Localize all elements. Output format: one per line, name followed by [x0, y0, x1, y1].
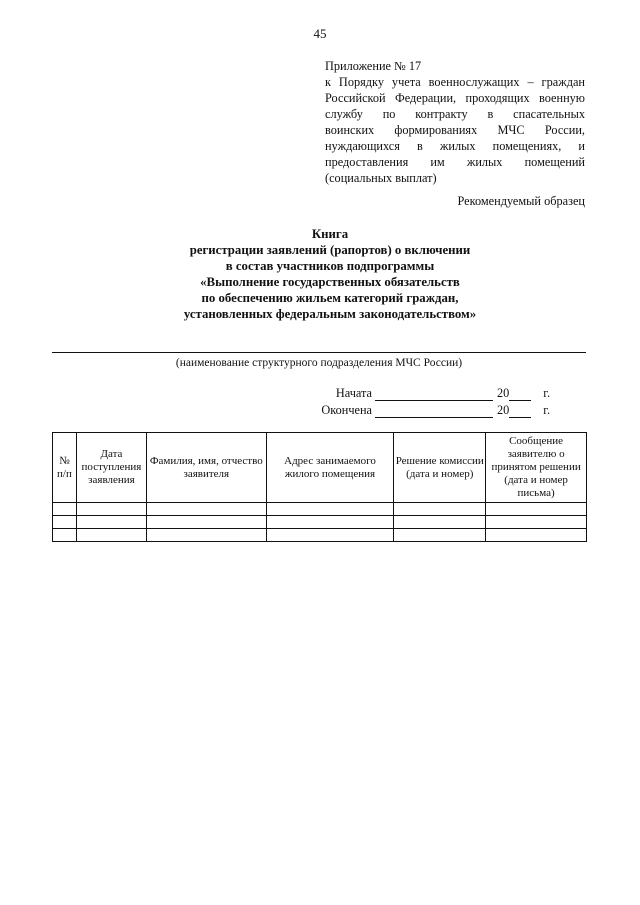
- table-cell: [486, 529, 587, 542]
- start-date-label: Начата: [335, 386, 372, 400]
- appendix-line: к Порядку учета военнослужащих – граждан: [325, 75, 585, 89]
- document-title: [100, 226, 560, 322]
- column-header-decision: Решение комиссии (дата и номер): [394, 433, 486, 503]
- table-cell: [486, 516, 587, 529]
- sample-label: Рекомендуемый образец: [457, 194, 585, 208]
- table-cell: [146, 529, 266, 542]
- end-date-label: Окончена: [321, 403, 372, 417]
- table-cell: [146, 516, 266, 529]
- title-line: Книга: [311, 227, 349, 241]
- table-header-row: [53, 433, 587, 503]
- column-header-notification: Сообщение заявителю о принятом решении (дата и номер письма): [486, 433, 587, 503]
- table-cell: [266, 516, 394, 529]
- appendix-line: Приложение № 17: [325, 59, 422, 73]
- table-cell: [394, 529, 486, 542]
- appendix-line: нуждающихся в жилых помещениях, и: [325, 139, 585, 153]
- table-row: [53, 503, 587, 516]
- unit-name-line: [52, 352, 586, 353]
- table-cell: [76, 529, 146, 542]
- table-cell: [146, 503, 266, 516]
- title-line: по обеспечению жильем категорий граждан,: [201, 291, 459, 305]
- end-year-blank: [509, 405, 531, 418]
- table-cell: [486, 503, 587, 516]
- start-year-prefix: 20: [497, 386, 510, 400]
- title-line: регистрации заявлений (рапортов) о включении: [189, 243, 471, 257]
- start-year-blank: [509, 388, 531, 401]
- table-cell: [76, 516, 146, 529]
- end-date-blank: [375, 405, 493, 418]
- table-cell: [53, 516, 77, 529]
- start-date-blank: [375, 388, 493, 401]
- table-cell: [53, 529, 77, 542]
- unit-name-caption: (наименование структурного подразделения МЧС России): [175, 357, 463, 369]
- table-row: [53, 516, 587, 529]
- table-cell: [266, 529, 394, 542]
- start-year-suffix: г.: [543, 386, 551, 400]
- table-cell: [266, 503, 394, 516]
- end-year-prefix: 20: [497, 403, 510, 417]
- table-cell: [53, 503, 77, 516]
- title-line: установленных федеральным законодательством»: [183, 307, 477, 321]
- column-header-date: Дата поступления заявления: [76, 433, 146, 503]
- appendix-line: службу по контракту в спасательных: [325, 107, 585, 121]
- end-date-row: [300, 403, 560, 418]
- column-header-address: Адрес занимаемого жилого помещения: [266, 433, 394, 503]
- appendix-line: воинских формированиях МЧС России,: [325, 123, 585, 137]
- page-number: 45: [313, 26, 327, 41]
- appendix-block: [325, 58, 585, 186]
- table-row: [53, 529, 587, 542]
- start-date-row: [300, 386, 560, 401]
- table-cell: [76, 503, 146, 516]
- column-header-number: № п/п: [53, 433, 77, 503]
- appendix-line: Российской Федерации, проходящих военную: [325, 91, 585, 105]
- title-line: «Выполнение государственных обязательств: [200, 275, 460, 289]
- table-cell: [394, 503, 486, 516]
- end-year-suffix: г.: [543, 403, 551, 417]
- table-cell: [394, 516, 486, 529]
- registration-table: [52, 432, 587, 542]
- column-header-name: Фамилия, имя, отчество заявителя: [146, 433, 266, 503]
- appendix-line: предоставления им жилых помещений: [325, 155, 585, 169]
- appendix-line: (социальных выплат): [325, 171, 437, 185]
- title-line: в состав участников подпрограммы: [225, 259, 435, 273]
